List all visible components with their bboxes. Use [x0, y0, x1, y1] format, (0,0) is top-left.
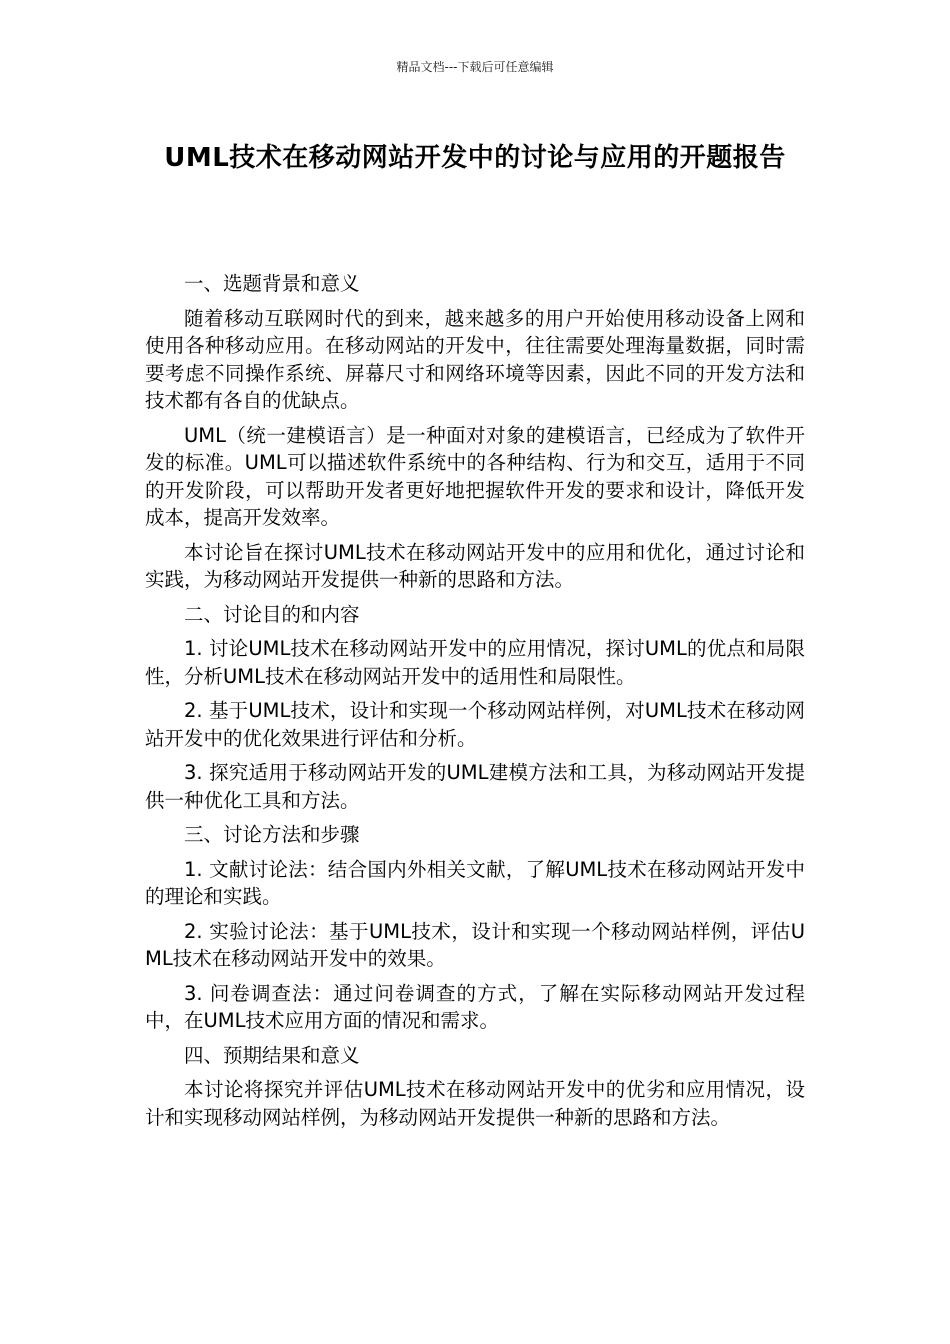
page-header-note: 精品文档---下载后可任意编辑 [396, 60, 554, 74]
list-item: 1. 讨论UML技术在移动网站开发中的应用情况，探讨UML的优点和局限性，分析UML技术在移动网站开发中的适用性和局限性。 [145, 637, 805, 688]
list-item: 2. 实验讨论法：基于UML技术，设计和实现一个移动网站样例，评估UML技术在移动网站开发中的效果。 [145, 919, 805, 970]
list-item: 3. 探究适用于移动网站开发的UML建模方法和工具，为移动网站开发提供一种优化工具和方法。 [145, 761, 805, 812]
paragraph: 本讨论将探究并评估UML技术在移动网站开发中的优劣和应用情况，设计和实现移动网站样例，为移动网站开发提供一种新的思路和方法。 [145, 1078, 805, 1129]
section-heading-expected-results: 四、预期结果和意义 [184, 1043, 360, 1067]
list-item: 1. 文献讨论法：结合国内外相关文献，了解UML技术在移动网站开发中的理论和实践。 [145, 857, 805, 908]
section-heading-background: 一、选题背景和意义 [184, 272, 360, 295]
list-item: 3. 问卷调查法：通过问卷调查的方式，了解在实际移动网站开发过程中，在UML技术应用方面的情况和需求。 [145, 981, 805, 1032]
section-heading-methods: 三、讨论方法和步骤 [184, 823, 360, 846]
document-title: UML技术在移动网站开发中的讨论与应用的开题报告 [164, 143, 786, 173]
section-heading-goals: 二、讨论目的和内容 [184, 602, 360, 626]
paragraph: 本讨论旨在探讨UML技术在移动网站开发中的应用和优化，通过讨论和实践，为移动网站开发提供一种新的思路和方法。 [145, 540, 805, 591]
document-body [145, 270, 805, 1138]
list-item: 2. 基于UML技术，设计和实现一个移动网站样例，对UML技术在移动网站开发中的优化效果进行评估和分析。 [145, 699, 805, 750]
paragraph: UML（统一建模语言）是一种面对对象的建模语言，已经成为了软件开发的标准。UML可以描述软件系统中的各种结构、行为和交互，适用于不同的开发阶段，可以帮助开发者更好地把握软件开发的要求和设计，降低开发成本，提高开发效率。 [145, 423, 805, 529]
paragraph: 随着移动互联网时代的到来，越来越多的用户开始使用移动设备上网和使用各种移动应用。在移动网站的开发中，往往需要处理海量数据，同时需要考虑不同操作系统、屏幕尺寸和网络环境等因素，因此不同的开发方法和技术都有各自的优缺点。 [145, 306, 805, 412]
